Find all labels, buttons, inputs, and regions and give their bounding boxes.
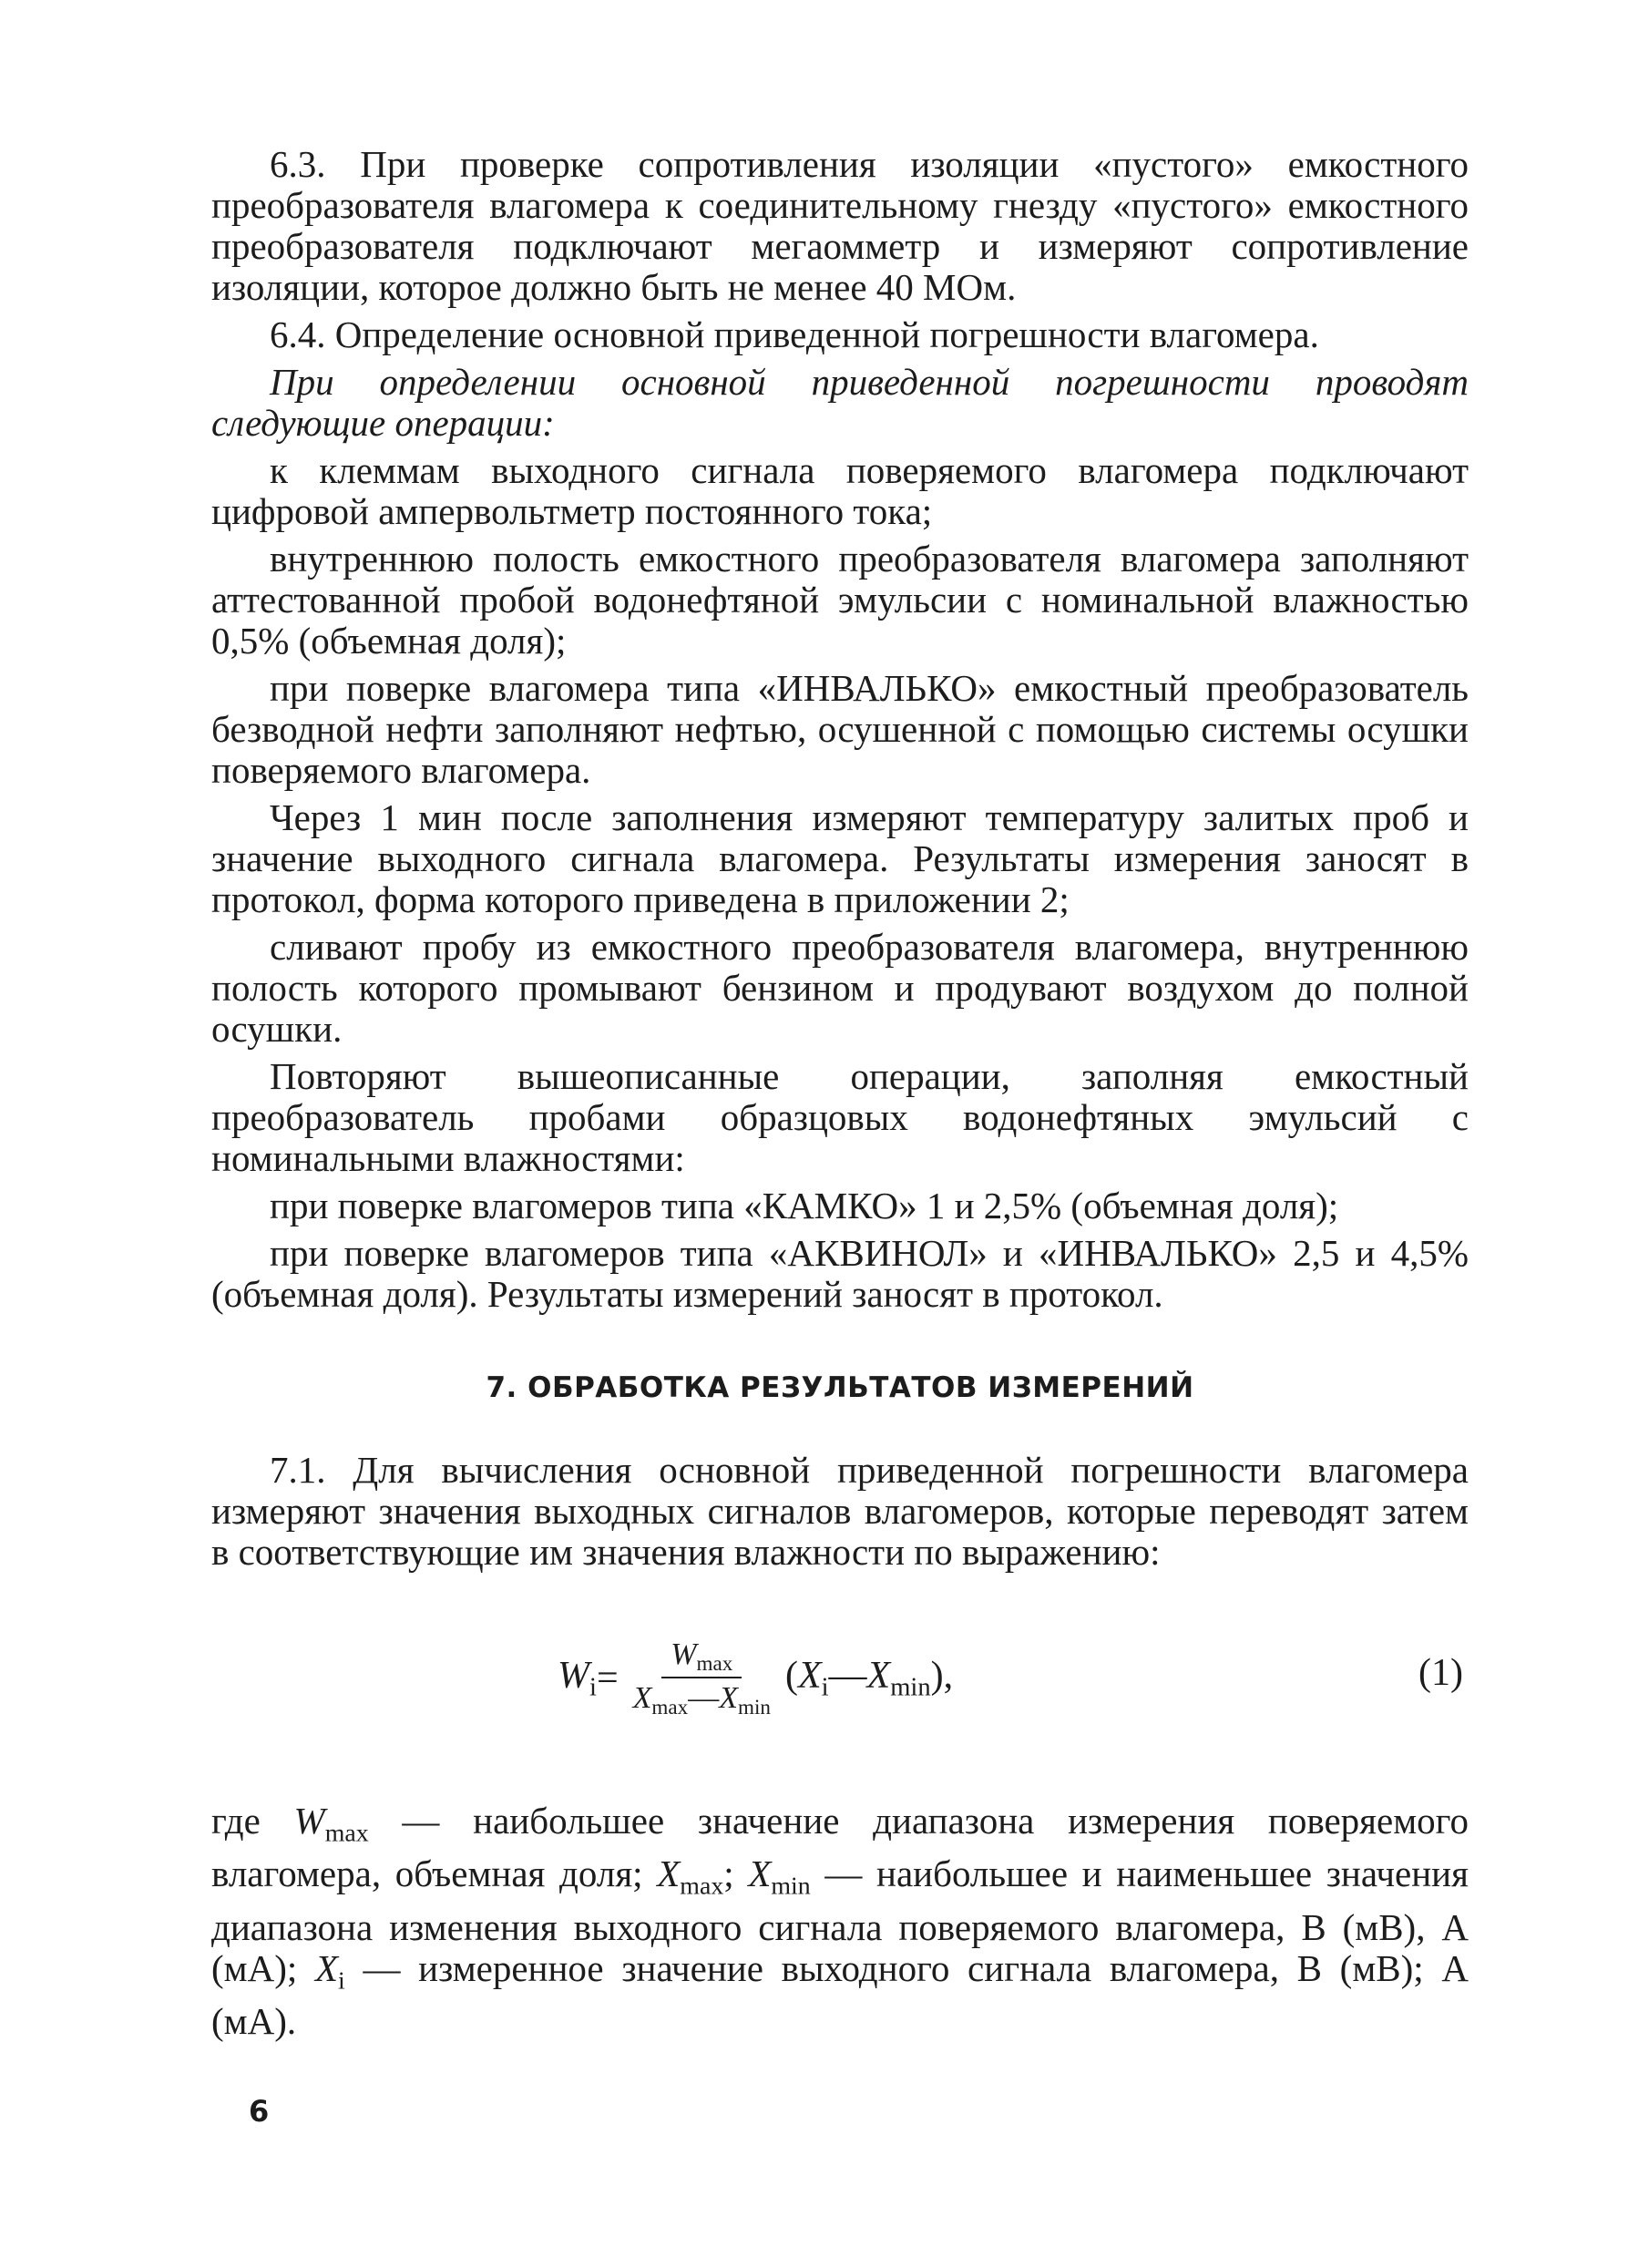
paragraph-akvinol-invalko: при поверке влагомеров типа «АКВИНОЛ» и «ИНВАЛЬКО» 2,5 и 4,5% (объемная доля). Результаты измерений заносят в протокол. [211,1232,1469,1315]
document-page [211,144,1469,2048]
page-number: 6 [249,2094,270,2129]
formula-lhs: $W_i$ [558,1655,597,1702]
fraction-numerator: $W_{max}$ [661,1638,742,1678]
formula-fraction [624,1638,780,1719]
formula-rhs: $(X_i—X_{min})$, [784,1655,954,1702]
paragraph-invalko-fill: при поверке влагомера типа «ИНВАЛЬКО» емкостный преобразователь безводной нефти заполняют нефтью, осушенной с помощью системы осушки поверяемого влагомера. [211,667,1469,791]
paragraph-drain-sample: сливают пробу из емкостного преобразователя влагомера, внутреннюю полость которого промывают бензином и продувают воздухом до полной осушки. [211,926,1469,1050]
paragraph-6-3: 6.3. При проверке сопротивления изоляции «пустого» емкостного преобразователя влагомера к соединительному гнезду «пустого» емкостного преобразователя подключают мегаомметр и измеряют сопротивление изоляции, которое должно быть не менее 40 МОм. [211,143,1469,308]
paragraph-fill-sample: внутреннюю полость емкостного преобразователя влагомера заполняют аттестованной пробой водонефтяной эмульсии с номинальной влажностью 0,5% (объемная доля); [211,538,1469,662]
formula-expression [558,1638,953,1719]
formula-1 [211,1618,1469,1755]
formula-number: (1) [1418,1652,1463,1694]
paragraph-terminals: к клеммам выходного сигнала поверяемого влагомера подключают цифровой ампервольтметр постоянного тока; [211,449,1469,532]
fraction-denominator: $X_{max}—X_{min}$ [632,1681,771,1720]
paragraph-measure-temp: Через 1 мин после заполнения измеряют температуру залитых проб и значение выходного сигнала влагомера. Результаты измерения заносят в протокол, форма которого приведена в приложении 2; [211,796,1469,920]
paragraph-6-4: 6.4. Определение основной приведенной погрешности влагомера. [270,313,1319,355]
paragraph-repeat-operations: Повторяют вышеописанные операции, заполняя емкостный преобразователь пробами образцовых водонефтяных эмульсий с номинальными влажностями: [211,1055,1469,1179]
paragraph-operations-intro: При определении основной приведенной погрешности проводят следующие операции: [211,361,1469,444]
paragraph-where: где $W_{max}$ — наибольшее значение диапазона измерения поверяемого влагомера, объемная доля; $X_{max}$; $X_{min}$ — наибольшее и наименьшее значения диапазона изменения выходного сигнала поверяемого влагомера, В (мВ), А (мА); $X_i$ — измеренное значение выходного сигнала влагомера, В (мВ); А (мА). [211,1800,1469,2043]
paragraph-7-1: 7.1. Для вычисления основной приведенной погрешности влагомера измеряют значения выходных сигналов влагомеров, которые переводят затем в соответствующие им значения влажности по выражению: [211,1449,1469,1573]
formula-equals: = [596,1657,619,1700]
paragraph-kamko: при поверке влагомеров типа «КАМКО» 1 и 2,5% (объемная доля); [270,1185,1339,1226]
section-heading-7: 7. ОБРАБОТКА РЕЗУЛЬТАТОВ ИЗМЕРЕНИЙ [486,1371,1194,1404]
